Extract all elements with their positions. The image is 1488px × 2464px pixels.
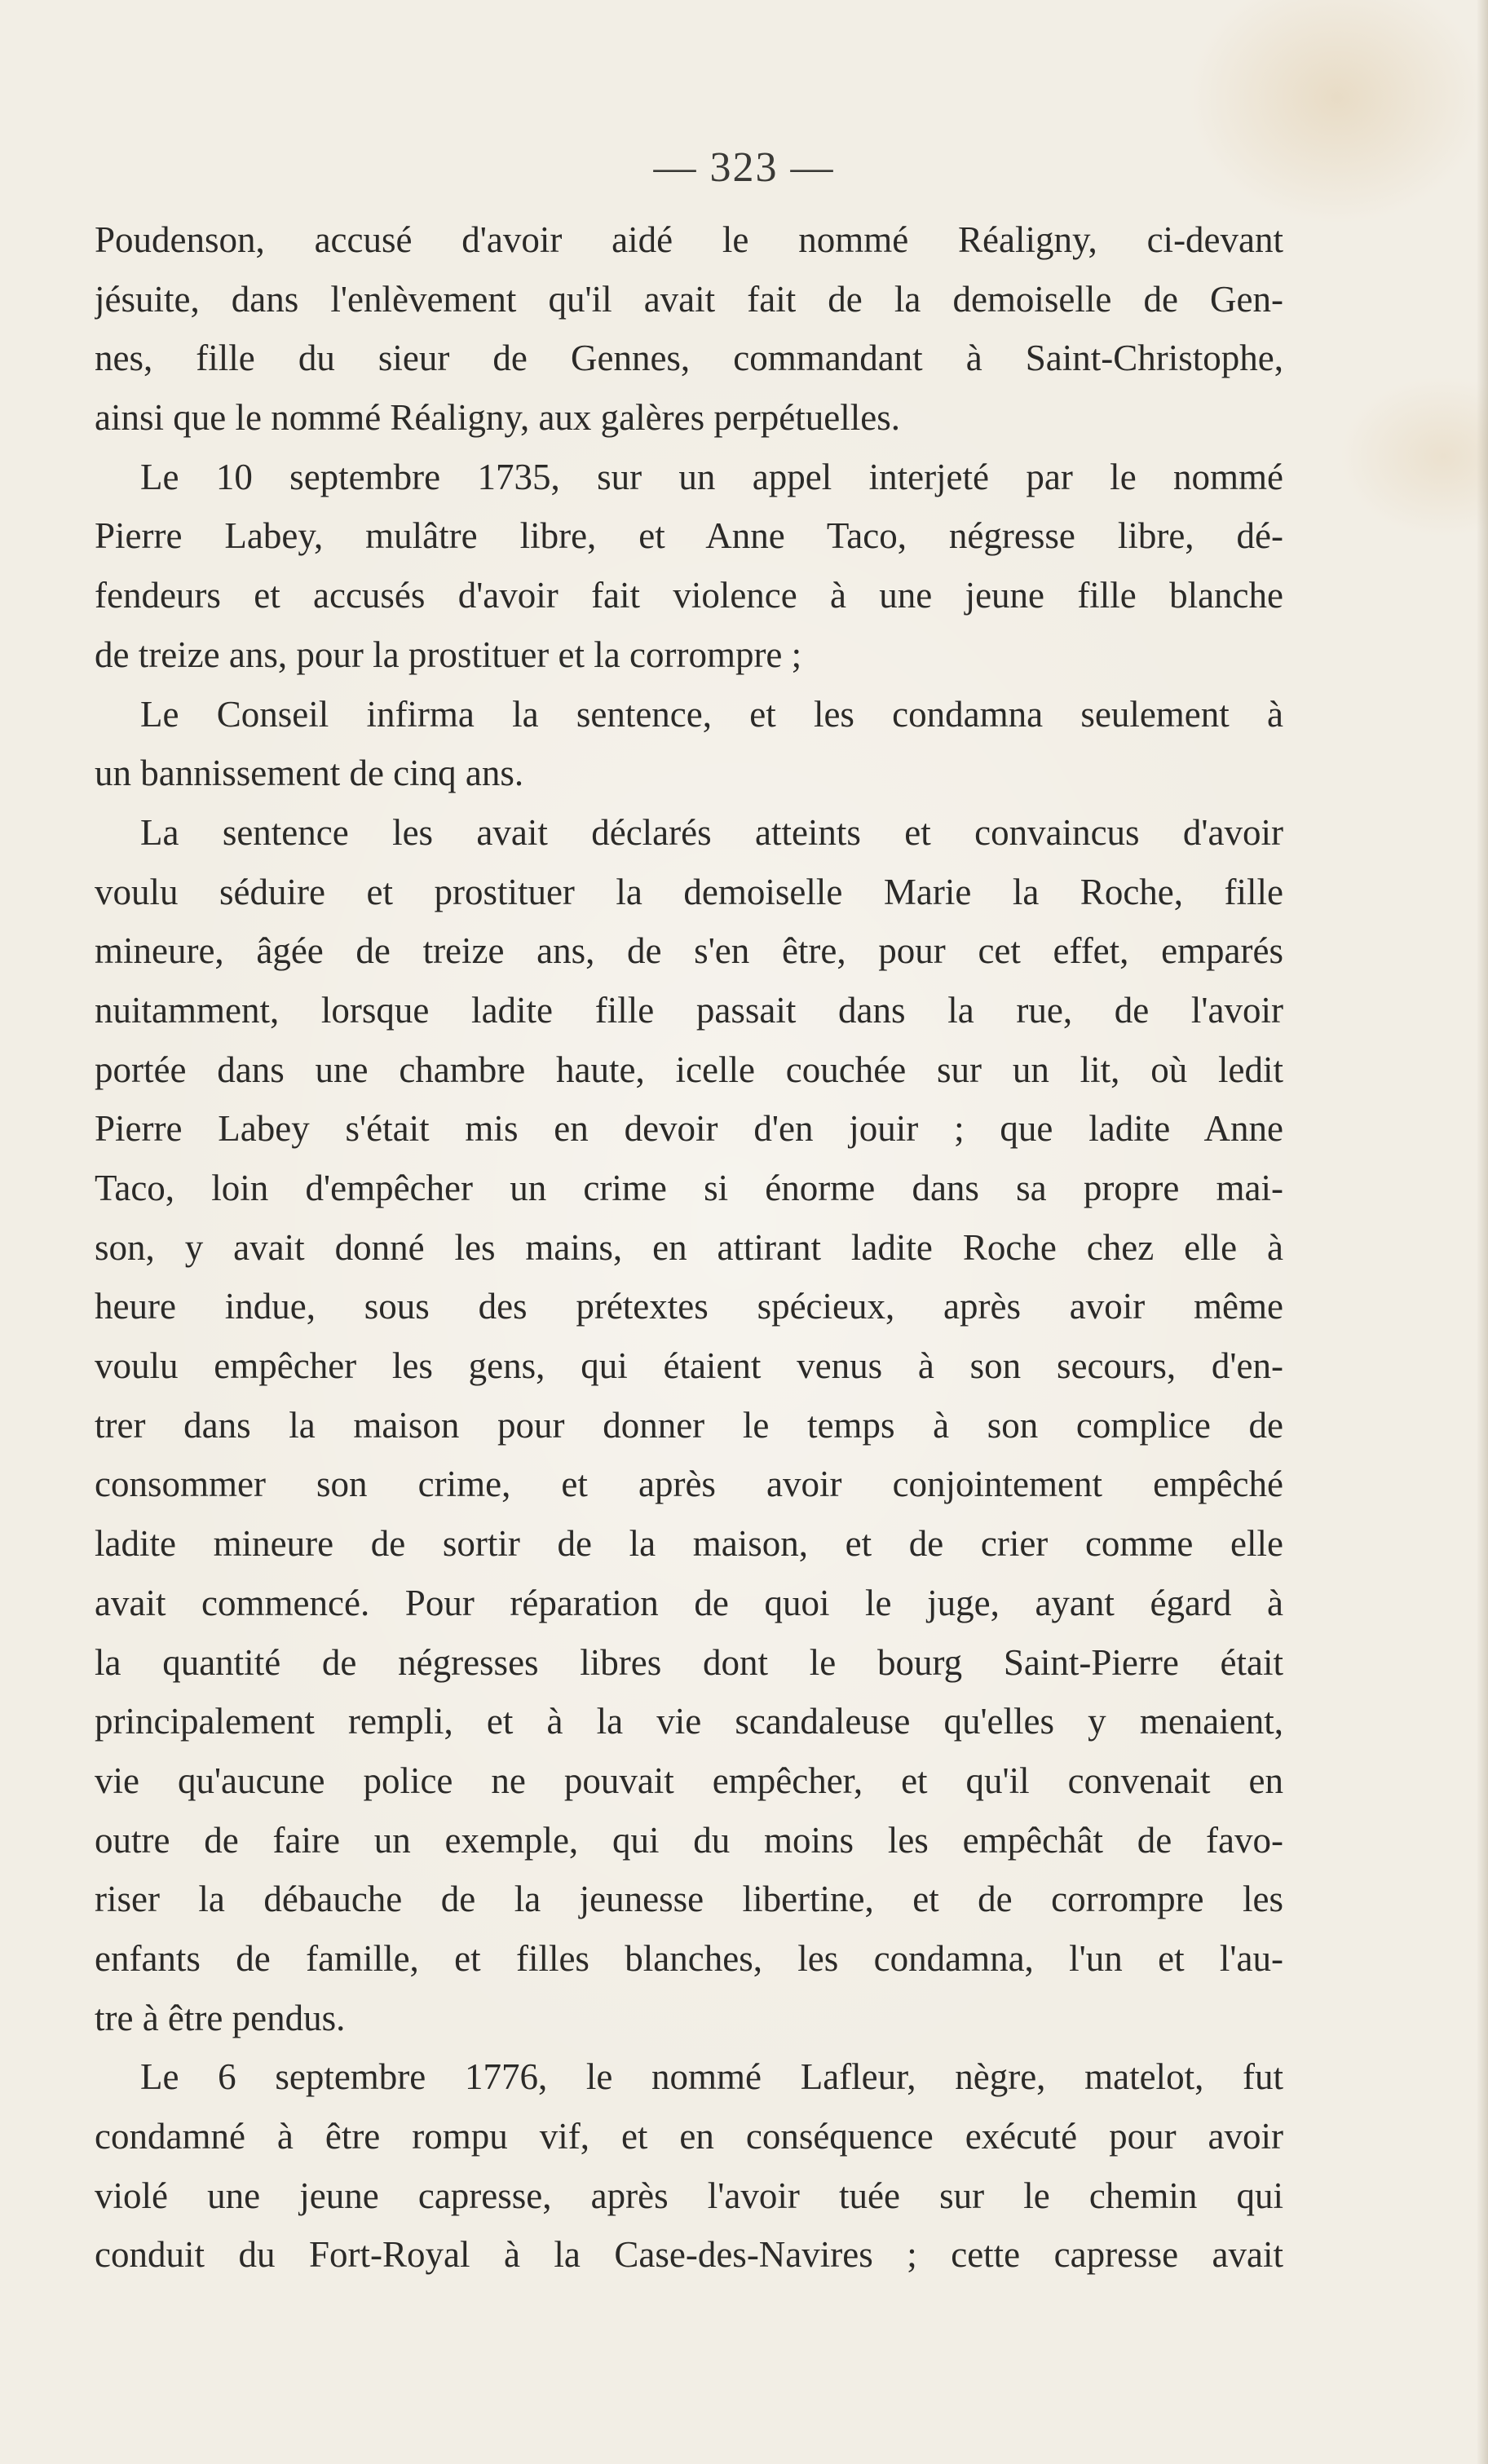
body-text <box>95 210 1283 2285</box>
text-line: enfants de famille, et filles blanches, les condamna, l'un et l'au- <box>95 1937 1283 1979</box>
text-line: de treize ans, pour la prostituer et la corrompre ; <box>95 634 802 675</box>
text-line: heure indue, sous des prétextes spécieux, après avoir même <box>95 1286 1283 1327</box>
text-line: fendeurs et accusés d'avoir fait violence à une jeune fille blanche <box>95 575 1283 616</box>
text-line: conduit du Fort-Royal à la Case-des-Navires ; cette capresse avait <box>95 2234 1283 2276</box>
text-line: consommer son crime, et après avoir conjointement empêché <box>95 1464 1283 1505</box>
page-edge-shadow <box>1477 0 1488 2464</box>
text-line: voulu séduire et prostituer la demoiselle Marie la Roche, fille <box>95 871 1283 912</box>
text-line: tre à être pendus. <box>95 1997 346 2038</box>
text-line: trer dans la maison pour donner le temps à son complice de <box>95 1404 1283 1446</box>
text-line: son, y avait donné les mains, en attirant ladite Roche chez elle à <box>95 1226 1283 1268</box>
text-line: avait commencé. Pour réparation de quoi le juge, ayant égard à <box>95 1582 1283 1623</box>
text-line: mineure, âgée de treize ans, de s'en être, pour cet effet, emparés <box>95 930 1283 972</box>
text-line: nuitamment, lorsque ladite fille passait dans la rue, de l'avoir <box>95 989 1283 1031</box>
text-line: Le Conseil infirma la sentence, et les condamna seulement à <box>140 693 1283 735</box>
text-line: Poudenson, accusé d'avoir aidé le nommé Réaligny, ci-devant <box>95 219 1283 260</box>
text-line: principalement rempli, et à la vie scandaleuse qu'elles y menaient, <box>95 1701 1283 1742</box>
text-line: Taco, loin d'empêcher un crime si énorme dans sa propre mai- <box>95 1168 1283 1208</box>
text-line: un bannissement de cinq ans. <box>95 753 524 794</box>
text-line: ladite mineure de sortir de la maison, et de crier comme elle <box>95 1523 1283 1565</box>
text-line: La sentence les avait déclarés atteints et convaincus d'avoir <box>140 811 1283 853</box>
text-line: vie qu'aucune police ne pouvait empêcher, et qu'il convenait en <box>95 1760 1283 1801</box>
text-line: condamné à être rompu vif, et en conséquence exécuté pour avoir <box>95 2116 1283 2157</box>
page-number: — 323 — <box>653 144 835 191</box>
text-line: ainsi que le nommé Réaligny, aux galères perpétuelles. <box>95 397 901 439</box>
text-line: Pierre Labey s'était mis en devoir d'en jouir ; que ladite Anne <box>95 1108 1283 1150</box>
text-line: nes, fille du sieur de Gennes, commandant à Saint-Christophe, <box>95 338 1283 379</box>
text-line: outre de faire un exemple, qui du moins les empêchât de favo- <box>95 1819 1283 1861</box>
text-line: Pierre Labey, mulâtre libre, et Anne Taco, négresse libre, dé- <box>95 515 1283 557</box>
text-line: Le 10 septembre 1735, sur un appel interjeté par le nommé <box>140 456 1283 497</box>
text-line: violé une jeune capresse, après l'avoir tuée sur le chemin qui <box>95 2175 1283 2216</box>
text-line: portée dans une chambre haute, icelle couchée sur un lit, où ledit <box>95 1049 1283 1090</box>
text-line: riser la débauche de la jeunesse libertine, et de corrompre les <box>95 1879 1283 1920</box>
text-line: Le 6 septembre 1776, le nommé Lafleur, nègre, matelot, fut <box>140 2056 1283 2098</box>
text-line: jésuite, dans l'enlèvement qu'il avait fait de la demoiselle de Gen- <box>95 278 1283 320</box>
text-line: la quantité de négresses libres dont le bourg Saint-Pierre était <box>95 1641 1283 1683</box>
text-line: voulu empêcher les gens, qui étaient venus à son secours, d'en- <box>95 1345 1283 1387</box>
